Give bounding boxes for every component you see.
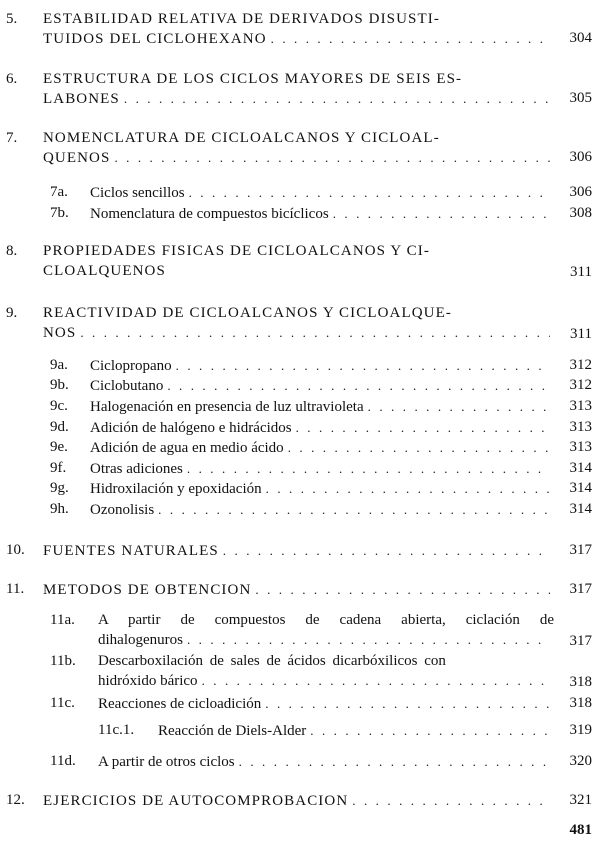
- page-ref: 319: [569, 722, 592, 738]
- section-number: 9.: [6, 305, 18, 321]
- subsection-title-line-1: A partir de compuestos de cadena abierta, ciclación de: [98, 612, 554, 628]
- dot-leader: [352, 791, 550, 810]
- subsection-number: 11a.: [50, 612, 75, 628]
- subsection-title: Reacción de Diels-Alder: [158, 723, 307, 739]
- subsection-number: 9f.: [50, 460, 67, 476]
- section-title-line-2: QUENOS: [43, 150, 111, 166]
- subsection-title: Ciclobutano: [90, 378, 164, 394]
- dot-leader: [187, 630, 550, 649]
- section-number: 10.: [6, 542, 25, 558]
- toc-subsection-11d[interactable]: [0, 752, 600, 771]
- dot-leader: [114, 148, 550, 167]
- toc-subsection-9a[interactable]: [0, 356, 600, 375]
- toc-subsection-9e[interactable]: [0, 438, 600, 457]
- section-number: 11.: [6, 581, 25, 597]
- subsection-number: 11b.: [50, 653, 76, 669]
- section-number: 6.: [6, 71, 18, 87]
- page-ref: 313: [569, 398, 592, 414]
- page-ref: 312: [569, 357, 592, 373]
- dot-leader: [176, 356, 550, 375]
- dot-leader: [265, 694, 550, 713]
- toc-subsection-9g[interactable]: [0, 479, 600, 498]
- subsection-title: Otras adiciones: [90, 461, 183, 477]
- subsection-number: 7b.: [50, 205, 69, 221]
- subsection-number: 11c.: [50, 695, 75, 711]
- page-ref: 318: [569, 674, 592, 690]
- dot-leader: [158, 500, 550, 519]
- toc-section-10[interactable]: [0, 541, 600, 560]
- section-title-line-1: ESTRUCTURA DE LOS CICLOS MAYORES DE SEIS ES-: [43, 71, 463, 87]
- dot-leader: [167, 376, 550, 395]
- subsection-title: Ciclos sencillos: [90, 185, 185, 201]
- subsection-title: Adición de agua en medio ácido: [90, 440, 284, 456]
- page-ref: 314: [569, 480, 592, 496]
- subsection-title: Ciclopropano: [90, 358, 172, 374]
- subsection-title-line-2: hidróxido bárico: [98, 673, 198, 689]
- page-ref: 306: [569, 184, 592, 200]
- dot-leader: [239, 752, 550, 771]
- section-number: 5.: [6, 11, 18, 27]
- toc-subsection-11c[interactable]: [0, 694, 600, 713]
- subsection-number: 7a.: [50, 184, 68, 200]
- subsection-number: 11c.1.: [98, 722, 135, 738]
- section-title-line-2: CLOALQUENOS: [43, 263, 166, 279]
- section-title-line-1: REACTIVIDAD DE CICLOALCANOS Y CICLOALQUE-: [43, 305, 452, 321]
- toc-subsection-9b[interactable]: [0, 376, 600, 395]
- subsection-number: 9g.: [50, 480, 69, 496]
- page-ref: 318: [569, 695, 592, 711]
- page-ref: 321: [569, 792, 592, 808]
- toc-subsection-11c1[interactable]: [0, 721, 600, 740]
- section-title-line-2: NOS: [43, 325, 77, 341]
- toc-subsection-11a[interactable]: [0, 611, 600, 651]
- subsection-number: 9c.: [50, 398, 68, 414]
- subsection-title: Halogenación en presencia de luz ultravioleta: [90, 399, 364, 415]
- page-ref: 317: [569, 633, 592, 649]
- dot-leader: [271, 29, 550, 48]
- dot-leader: [310, 721, 550, 740]
- toc-subsection-7a[interactable]: [0, 183, 600, 202]
- subsection-title-line-1: Descarboxilación de sales de ácidos dicarbóxilicos con: [98, 653, 446, 669]
- dot-leader: [333, 204, 550, 223]
- dot-leader: [223, 541, 550, 560]
- toc-section-5[interactable]: [0, 10, 600, 52]
- dot-leader: [202, 671, 550, 690]
- subsection-title: Hidroxilación y epoxidación: [90, 481, 262, 497]
- toc-subsection-11b[interactable]: [0, 652, 600, 692]
- page-ref: 312: [569, 377, 592, 393]
- dot-leader: [255, 580, 550, 599]
- toc-section-6[interactable]: [0, 70, 600, 112]
- subsection-number: 9a.: [50, 357, 68, 373]
- toc-subsection-9c[interactable]: [0, 397, 600, 416]
- section-number: 12.: [6, 792, 25, 808]
- toc-subsection-9d[interactable]: [0, 418, 600, 437]
- dot-leader: [189, 183, 550, 202]
- subsection-number: 9h.: [50, 501, 69, 517]
- page-ref: 311: [570, 326, 592, 342]
- page-ref: 314: [569, 460, 592, 476]
- subsection-title: Ozonolisis: [90, 502, 155, 518]
- subsection-title: Nomenclatura de compuestos bicíclicos: [90, 206, 329, 222]
- page-ref: 317: [569, 581, 592, 597]
- page-ref: 314: [569, 501, 592, 517]
- section-title-line-2: LABONES: [43, 91, 120, 107]
- toc-section-11[interactable]: [0, 580, 600, 599]
- section-title-line-1: NOMENCLATURA DE CICLOALCANOS Y CICLOAL-: [43, 130, 440, 146]
- section-title: EJERCICIOS DE AUTOCOMPROBACION: [43, 793, 349, 809]
- section-title-line-1: PROPIEDADES FISICAS DE CICLOALCANOS Y CI-: [43, 243, 430, 259]
- subsection-title: A partir de otros ciclos: [98, 754, 235, 770]
- section-title: METODOS DE OBTENCION: [43, 582, 252, 598]
- section-title: FUENTES NATURALES: [43, 543, 219, 559]
- page-ref: 317: [569, 542, 592, 558]
- section-number: 8.: [6, 243, 18, 259]
- page-ref: 313: [569, 419, 592, 435]
- dot-leader: [368, 397, 550, 416]
- subsection-title-line-2: dihalogenuros: [98, 632, 183, 648]
- dot-leader: [124, 89, 550, 108]
- toc-subsection-9f[interactable]: [0, 459, 600, 478]
- dot-leader: [80, 323, 550, 342]
- page-number: 481: [569, 822, 592, 838]
- page-ref: 304: [569, 30, 592, 46]
- toc-section-7[interactable]: [0, 129, 600, 171]
- subsection-number: 9d.: [50, 419, 69, 435]
- section-number: 7.: [6, 130, 18, 146]
- subsection-title: Adición de halógeno e hidrácidos: [90, 420, 292, 436]
- toc-subsection-9h[interactable]: [0, 500, 600, 519]
- page-ref: 320: [569, 753, 592, 769]
- dot-leader: [266, 479, 550, 498]
- page-ref: 313: [569, 439, 592, 455]
- page-ref: 306: [569, 149, 592, 165]
- toc-section-8[interactable]: [0, 242, 600, 284]
- toc-subsection-7b[interactable]: [0, 204, 600, 223]
- subsection-number: 9b.: [50, 377, 69, 393]
- dot-leader: [288, 438, 550, 457]
- page-ref: 308: [569, 205, 592, 221]
- subsection-number: 11d.: [50, 753, 76, 769]
- dot-leader: [187, 459, 550, 478]
- subsection-number: 9e.: [50, 439, 68, 455]
- section-title-line-1: ESTABILIDAD RELATIVA DE DERIVADOS DISUSTI-: [43, 11, 440, 27]
- toc-section-9[interactable]: [0, 304, 600, 346]
- dot-leader: [296, 418, 550, 437]
- section-title-line-2: TUIDOS DEL CICLOHEXANO: [43, 31, 267, 47]
- subsection-title: Reacciones de cicloadición: [98, 696, 262, 712]
- page-ref: 305: [569, 90, 592, 106]
- page-ref: 311: [570, 264, 592, 280]
- toc-section-12[interactable]: [0, 791, 600, 810]
